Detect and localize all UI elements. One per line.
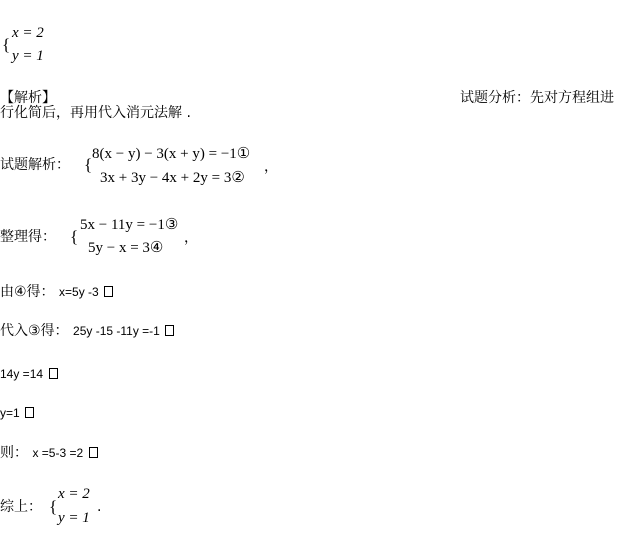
placeholder-box-icon [25,407,34,418]
step-substitute-into-3 [0,324,174,338]
left-brace-symbol: { [84,155,93,174]
step-solve-x [0,446,98,460]
original-equation-2: 3x + 3y − 4x + 2y = 3② [100,170,245,186]
analysis-heading: 【解析】 [0,90,56,106]
step-expression: 14y =14 [0,367,44,381]
solution-label: 试题解析： [0,157,70,173]
left-brace-symbol: { [49,497,58,516]
tidy-label: 整理得： [0,229,56,245]
analysis-continuation-text: 行化简后，再用代入消元法解 . [0,105,191,121]
original-equation-1: 8(x − y) − 3(x + y) = −1① [92,146,251,162]
analysis-lead-text: 试题分析：先对方程组进 [460,90,614,106]
step-solve-y [0,406,34,420]
left-brace-symbol: { [70,227,79,246]
answer-y-equation: y = 1 [12,48,44,64]
step-expression: x=5y -3 [59,285,99,299]
summary-x-equation: x = 2 [58,486,90,502]
placeholder-box-icon [89,447,98,458]
step-prefix: 由④得： [0,284,55,300]
placeholder-box-icon [49,368,58,379]
step-prefix: 则： [0,445,28,461]
placeholder-box-icon [104,286,113,297]
simplified-equation-4: 5y − x = 3④ [88,240,164,256]
step-from-equation-4 [0,285,113,299]
step-combine [0,367,58,381]
step-expression: 25y -15 -11y =-1 [73,324,160,338]
left-brace-symbol: { [2,35,11,54]
summary-y-equation: y = 1 [58,510,90,526]
simplified-equation-3: 5x − 11y = −1③ [80,217,179,233]
summary-label: 综上： [0,499,42,515]
step-expression: y=1 [0,406,20,420]
trailing-period: . [97,499,102,515]
trailing-comma: ， [264,159,278,175]
placeholder-box-icon [165,325,174,336]
trailing-comma: ， [184,230,198,246]
step-expression: x =5-3 =2 [32,446,84,460]
step-prefix: 代入③得： [0,323,69,339]
answer-x-equation: x = 2 [12,25,44,41]
